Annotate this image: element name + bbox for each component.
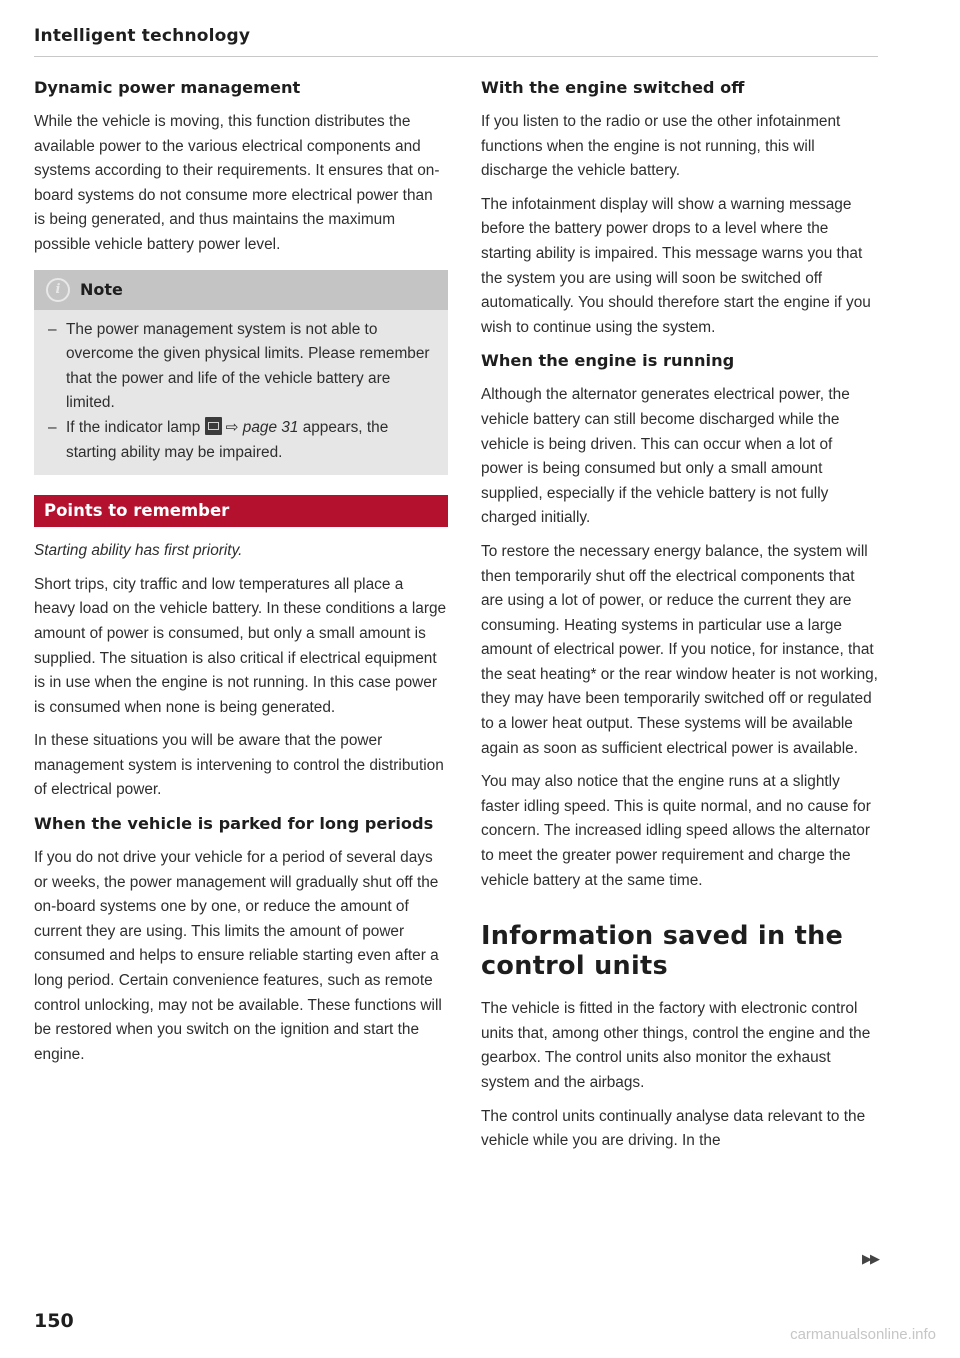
engine-running-text: You may also notice that the engine runs at a slightly faster idling speed. This is quite normal, and no cause for concern. The increased idling speed allows the alternator to meet the greater power requirement and charge the vehicle battery at the same time. [481, 773, 871, 889]
points-to-remember-subtitle: Starting ability has first priority. [34, 542, 243, 560]
control-units-text: The vehicle is fitted in the factory with electronic control units that, among other things, control the engine and the gearbox. The control units also monitor the exhaust system and the airbags. [481, 1000, 871, 1091]
points-to-remember-text: In these situations you will be aware that the power management system is intervening to control the distribution of electrical power. [34, 732, 444, 799]
note-label: Note [80, 280, 123, 300]
control-units-text: The control units continually analyse data relevant to the vehicle while you are driving. In the [481, 1107, 866, 1150]
note-body [34, 310, 448, 476]
page-number: 150 [34, 1310, 74, 1332]
note-item-text-end: appears, the starting ability may be impaired. [66, 418, 389, 461]
dynamic-power-management-text: While the vehicle is moving, this function distributes the available power to the various electrical components and systems according to their requirements. It ensures that on-board systems do not consume more electrical power than is being generated, and thus maintains the maximum possible vehicle battery power level. [34, 113, 440, 253]
page-reference-link[interactable]: ⇨ page 31 [225, 418, 299, 436]
running-header: Intelligent technology [34, 26, 878, 57]
note-item: – The power management system is not able to overcome the given physical limits. Please remember that the power and life of the vehicle battery are limited. [48, 320, 430, 412]
watermark: carmanualsonline.info [790, 1326, 936, 1343]
parked-text: If you do not drive your vehicle for a period of several days or weeks, the power management will gradually shut off the on-board systems one by one, or reduce the amount of current they are using. This limits the amount of power consumed and helps to ensure reliable starting even after a long period. Certain convenience features, such as remote control unlocking, may not be available. These functions will be restored when you switch on the ignition and start the engine. [34, 849, 442, 1063]
continue-arrow-icon: ▶▶ [862, 1252, 878, 1267]
note-header [34, 270, 448, 310]
engine-running-text: To restore the necessary energy balance, the system will then temporarily shut off the electrical components that are using a lot of power, or reduce the current they are consuming. Heating systems in particular use a large amount of electrical power. If you notice, for instance, that the seat heating* or the rear window heater is not working, they may have been temporarily switched off or regulated to a lower heat output. These systems will be available again as soon as sufficient electrical power is available. [481, 542, 878, 757]
note-item: – If the indicator lamp ⇨ page 31 appears, the starting ability may be impaired. [48, 418, 389, 461]
engine-running-heading: When the engine is running [481, 351, 735, 371]
control-units-section-title: Information saved in the control units [481, 921, 844, 982]
left-column [34, 76, 448, 1076]
engine-off-text: The infotainment display will show a warning message before the battery power drops to a level where the starting ability is impaired. This message warns you that the system you are using will soon be switched off automatically. You should therefore start the engine if you wish to continue using the system. [481, 195, 871, 336]
battery-warning-lamp-icon [205, 417, 222, 435]
points-to-remember-text: Short trips, city traffic and low temperatures all place a heavy load on the vehicle battery. In these conditions a large amount of power is consumed, but only a small amount is supplied. The situation is also critical if electrical equipment is in use when the engine is not running. In this case power is consumed when none is being generated. [34, 575, 447, 716]
dynamic-power-management-heading: Dynamic power management [34, 78, 301, 97]
note-box [34, 270, 448, 476]
right-column [481, 76, 878, 1163]
engine-running-text: Although the alternator generates electrical power, the vehicle battery can still become discharged while the vehicle is being driven. This can occur when a lot of power is being consumed but only a small amount supplied, especially if the vehicle battery is not fully charged initially. [481, 386, 850, 527]
engine-off-heading: With the engine switched off [481, 78, 745, 97]
parked-heading: When the vehicle is parked for long periods [34, 814, 434, 834]
note-item-text: If the indicator lamp [66, 418, 201, 436]
points-to-remember-banner: Points to remember [34, 495, 448, 527]
engine-off-text: If you listen to the radio or use the other infotainment functions when the engine is not running, this will discharge the vehicle battery. [481, 113, 841, 180]
info-icon: i [46, 278, 70, 302]
note-item-text: The power management system is not able to overcome the given physical limits. Please remember that the power and life of the vehicle battery are limited. [66, 320, 430, 412]
